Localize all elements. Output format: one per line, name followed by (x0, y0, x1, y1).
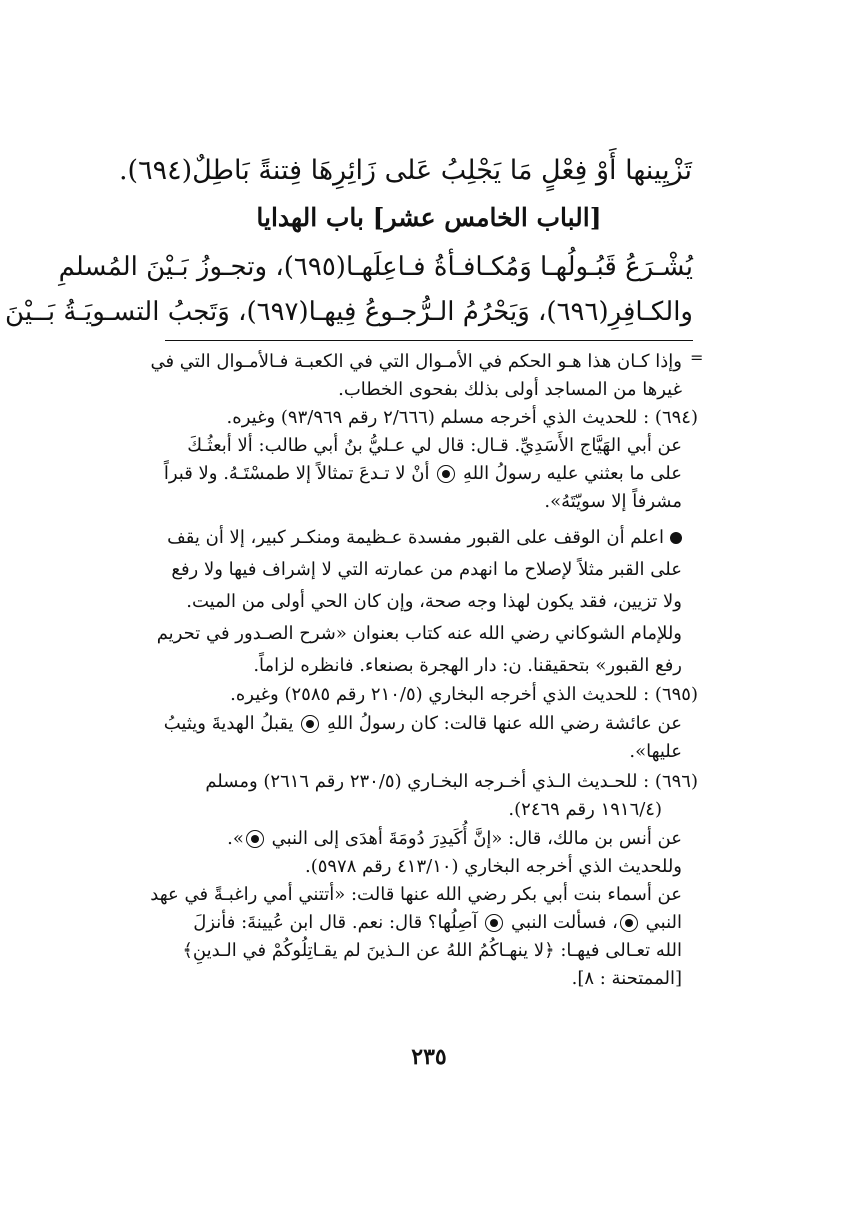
note-line-4: وللإمام الشوكاني رضي الله عنه كتاب بعنوان «شرح الصـدور في تحريم (156, 623, 682, 644)
bullet-dot-icon (670, 532, 682, 544)
main-text-line-3: والكـافِرِ(٦٩٦)، وَيَحْرُمُ الـرُّجـوعُ فِيهـا(٦٩٧)، وَتَجبُ التسـويَـةُ بَــيْنَ (5, 297, 693, 327)
footnote-694-line-3-end: أنْ لا تـدعَ تمثالاً إلا طمسْتَـهُ. ولا قبراً (163, 463, 430, 484)
sallallah-honorific-icon (620, 914, 638, 932)
footnote-694-line-3 (163, 460, 682, 488)
footnote-696-line-6-a: النبي (645, 912, 682, 933)
sallallah-honorific-icon (301, 715, 319, 733)
footnote-696-line-3 (167, 825, 682, 853)
footnote-696-line-6-c: آصِلُها؟ قال: نعم. قال ابن عُيينةَ: فأنزلَ (193, 912, 478, 933)
footnote-695-line-3: عليها». (629, 741, 682, 762)
footnote-695-line-2 (163, 710, 682, 738)
note-line-5: رفع القبور» بتحقيقنا. ن: دار الهجرة بصنعاء. فانظره لزاماً. (253, 655, 682, 676)
footnote-694-line-3-start: على ما بعثني عليه رسولُ اللهِ (462, 463, 682, 484)
page-number: ٢٣٥ (411, 1044, 447, 1070)
footnote-696-line-5: عن أسماء بنت أبي بكر رضي الله عنها قالت: «أتتني أمي راغبـةً في عهد (150, 884, 682, 905)
footnote-695-line-1: (٦٩٥) : للحديث الذي أخرجه البخاري (٢١٠/٥ رقم ٢٥٨٥) وغيره. (230, 684, 698, 705)
note-line-1-text: اعلم أن الوقف على القبور مفسدة عـظيمة ومنكـر كبير، إلا أن يقف (167, 527, 664, 548)
footnote-696-line-1: (٦٩٦) : للحـديث الـذي أخـرجه البخـاري (٢٣٠/٥ رقم ٢٦١٦) ومسلم (205, 771, 698, 792)
sallallah-honorific-icon (246, 830, 264, 848)
sallallah-honorific-icon (437, 465, 455, 483)
footnote-694-line-1: (٦٩٤) : للحديث الذي أخرجه مسلم (٢/٦٦٦ رقم ٩٣/٩٦٩) وغيره. (226, 407, 698, 428)
footnote-696-line-7: الله تعـالى فيهـا: ﴿لا ينهـاكُمُ اللهُ عن الـذينَ لم يقـاتِلُوكُمْ في الـدينِ﴾ (182, 940, 682, 961)
footnote-696-line-8: [الممتحنة : ٨]. (571, 968, 682, 989)
footnote-696-line-3-start: عن أنس بن مالك، قال: «إنَّ أُكَيدِرَ دُومَةَ أهدَى إلى النبي (271, 828, 682, 849)
footnote-continuation-line-2: غيرها من المساجد أولى بذلك بفحوى الخطاب. (338, 379, 682, 400)
footnote-696-line-6-b: ، فسألت النبي (510, 912, 618, 933)
footnote-696-line-6 (167, 909, 682, 937)
note-line-3: ولا تزيين، فقد يكون لهذا وجه صحة، وإن كان الحي أولى من الميت. (186, 591, 682, 612)
main-text-line-1: تَزْيِينها أَوْ فِعْلٍ مَا يَجْلِبُ عَلى زَائِرِهَا فِتنةً بَاطِلٌ(٦٩٤). (118, 155, 692, 186)
chapter-heading: [الباب الخامس عشر] باب الهدايا (256, 203, 602, 232)
sallallah-honorific-icon (485, 914, 503, 932)
footnote-696-line-2: (١٩١٦/٤ رقم ٢٤٦٩). (508, 799, 662, 820)
footnote-694-line-4: مشرفاً إلا سويّتَهُ». (544, 491, 682, 512)
main-text-line-2: يُشْـرَعُ قَبُـولُهـا وَمُكـافـأةُ فـاعِلَهـا(٦٩٥)، وتجـوزُ بَـيْنَ المُسلمِ (58, 252, 693, 282)
footnote-continuation-line-1: وإذا كـان هذا هـو الحكم في الأمـوال التي في الكعبـة فـالأمـوال التي في (150, 351, 682, 372)
footnote-separator (165, 340, 693, 341)
note-line-2: على القبر مثلاً لإصلاح ما انهدم من عمارته التي لا إشراف فيها ولا رفع (171, 559, 682, 580)
footnote-696-line-3-end: ». (227, 828, 244, 849)
footnote-695-line-2-start: عن عائشة رضي الله عنها قالت: كان رسولُ اللهِ (326, 713, 682, 734)
note-line-1 (167, 523, 682, 553)
continuation-mark: = (690, 348, 704, 367)
footnote-694-line-2: عن أبي الهَيَّاج الأَسَدِيِّ. قـال: قال لي عـليُّ بنُ أبي طالب: ألا أبعثُـكَ (187, 435, 682, 456)
footnote-695-line-2-end: يقبلُ الهديةَ ويثيبُ (163, 713, 294, 734)
footnote-696-line-4: وللحديث الذي أخرجه البخاري (٤١٣/١٠ رقم ٥٩٧٨). (304, 856, 682, 877)
